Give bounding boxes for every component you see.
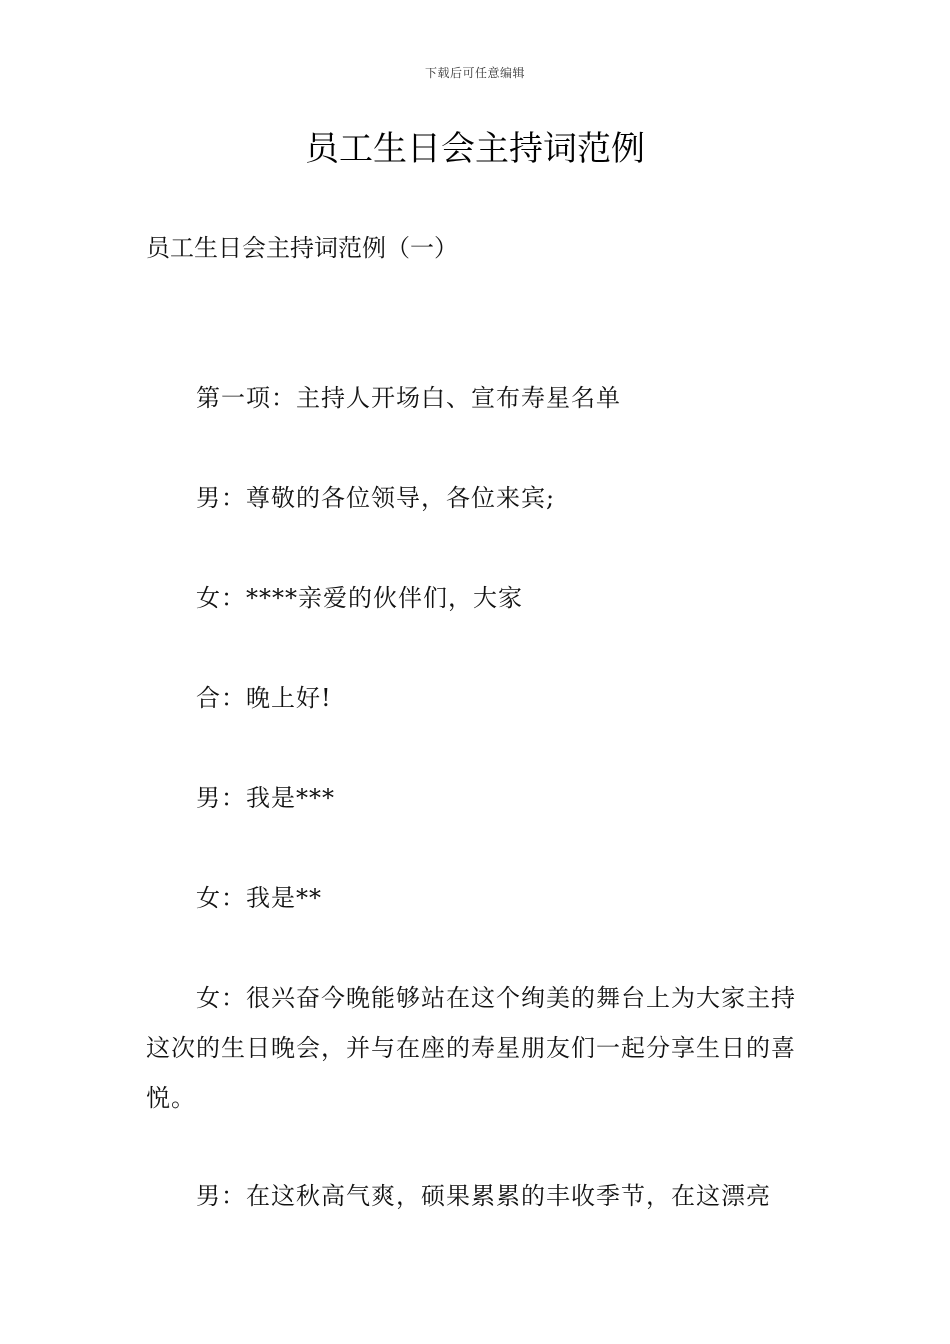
document-subtitle: 员工生日会主持词范例（一） xyxy=(146,234,458,262)
paragraph-female-greeting: 女：****亲爱的伙伴们，大家 xyxy=(196,584,523,612)
paragraph-agenda-item: 第一项：主持人开场白、宣布寿星名单 xyxy=(196,384,621,412)
paragraph-male-greeting: 男：尊敬的各位领导，各位来宾; xyxy=(196,484,556,512)
document-title: 员工生日会主持词范例 xyxy=(305,129,645,169)
paragraph-female-intro: 女：我是** xyxy=(196,884,322,912)
paragraph-together-greeting: 合：晚上好! xyxy=(196,684,332,712)
paragraph-female-speech: 女：很兴奋今晚能够站在这个绚美的舞台上为大家主持这次的生日晚会，并与在座的寿星朋友们一起分享生日的喜悦。 xyxy=(146,984,796,1112)
page-header-note: 下载后可任意编辑 xyxy=(424,66,525,80)
paragraph-male-speech: 男：在这秋高气爽，硕果累累的丰收季节，在这漂亮 xyxy=(196,1182,771,1210)
paragraph-male-intro: 男：我是*** xyxy=(196,784,335,812)
